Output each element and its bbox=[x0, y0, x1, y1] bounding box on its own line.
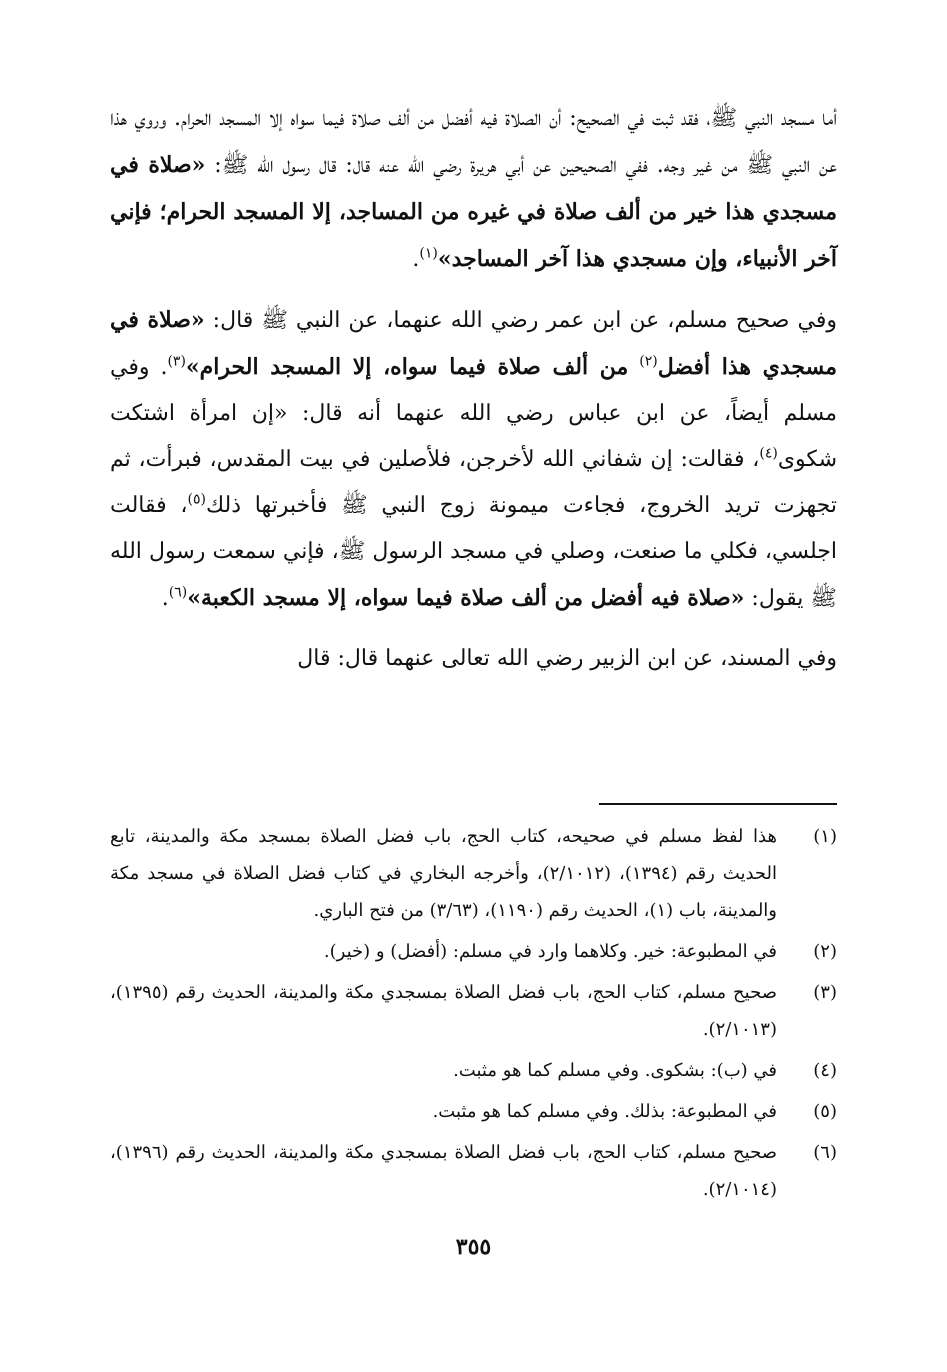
paragraph-2-story: ، فقالت: إن شفاني الله لأخرجن، فلأصلين في بيت المقدس، فبرأت، ثم تجهزت تريد الخروج، فجاءت ميمونة زوج النبي ﷺ فأخبرتها ذلك bbox=[110, 447, 838, 518]
footnote-text: في المطبوعة: خير. وكلاهما وارد في مسلم: (أفضل) و (خير). bbox=[323, 941, 777, 962]
footnote-marker-1: (١) bbox=[419, 245, 438, 262]
footnote-text: صحيح مسلم، كتاب الحج، باب فضل الصلاة بمسجدي مكة والمدينة، الحديث رقم (١٣٩٥)، (٢/١٠١٣). bbox=[110, 982, 777, 1040]
footnote-2 bbox=[110, 933, 837, 970]
footnote-number: (٢) bbox=[813, 941, 837, 962]
footnote-number: (٥) bbox=[813, 1101, 837, 1122]
footnote-3 bbox=[110, 974, 837, 1048]
paragraph-1-intro: أما مسجد النبي ﷺ، فقد ثبت في الصحيح: أن الصلاة فيه أفضل من ألف صلاة فيما سواه إلا المسجد الحرام. وروي هذا عن النبي ﷺ من غير وجه. ففي الصحيحين عن أبي هريرة رضي الله عنه قال: قال رسول الله ﷺ: bbox=[110, 106, 837, 178]
footnote-4 bbox=[110, 1052, 837, 1089]
footnote-marker-6: (٦) bbox=[168, 584, 188, 601]
hadith-quote-2b: من ألف صلاة فيما سواه، إلا المسجد الحرام» bbox=[185, 354, 629, 380]
footnote-number: (١) bbox=[813, 826, 837, 847]
hadith-quote-2a: «صلاة في مسجدي هذا أفضل bbox=[110, 307, 837, 380]
footnote-number: (٤) bbox=[813, 1060, 837, 1081]
paragraph-1 bbox=[110, 96, 837, 283]
paragraph-2 bbox=[110, 297, 837, 622]
footnote-text: هذا لفظ مسلم في صحيحه، كتاب الحج، باب فضل الصلاة بمسجد مكة والمدينة، تابع الحديث رقم (١٣٩٤)، (٢/١٠١٢)، وأخرجه البخاري في كتاب فضل الصلاة في مسجد مكة والمدينة، باب (١)، الحديث رقم (١١٩٠)، (٣/٦٣) من فتح الباري. bbox=[110, 826, 778, 921]
footnote-5 bbox=[110, 1093, 837, 1130]
footnotes bbox=[110, 818, 837, 1208]
paragraph-2-story-cont: ، فقالت اجلسي، فكلي ما صنعت، وصلي في مسجد الرسول ﷺ، فإني سمعت رسول الله ﷺ يقول: bbox=[110, 493, 837, 611]
footnote-marker-5: (٥) bbox=[187, 491, 206, 508]
footnote-text: في المطبوعة: بذلك. وفي مسلم كما هو مثبت. bbox=[432, 1101, 777, 1122]
footnote-separator bbox=[599, 803, 837, 805]
paragraph-2-intro: وفي صحيح مسلم، عن ابن عمر رضي الله عنهما، عن النبي ﷺ قال: bbox=[212, 308, 837, 333]
footnote-text: في (ب): بشكوى. وفي مسلم كما هو مثبت. bbox=[453, 1060, 777, 1081]
footnote-text: صحيح مسلم، كتاب الحج، باب فضل الصلاة بمسجدي مكة والمدينة، الحديث رقم (١٣٩٦)، (٢/١٠١٤). bbox=[110, 1142, 777, 1200]
paragraph-2-end: . bbox=[161, 586, 169, 611]
footnote-marker-4: (٤) bbox=[759, 445, 778, 462]
hadith-quote-1: «صلاة في مسجدي هذا خير من ألف صلاة في غيره من المساجد، إلا المسجد الحرام؛ فإني آخر الأنبياء، وإن مسجدي هذا آخر المساجد» bbox=[110, 152, 837, 272]
footnote-1 bbox=[110, 818, 837, 929]
paragraph-3: وفي المسند، عن ابن الزبير رضي الله تعالى عنهما قال: قال bbox=[297, 646, 837, 671]
paragraph-2-narration: . وفي مسلم أيضاً، عن ابن عباس رضي الله عنهما أنه قال: «إن امرأة اشتكت شكوى bbox=[110, 355, 837, 472]
footnote-6 bbox=[110, 1134, 837, 1208]
footnote-number: (٣) bbox=[813, 982, 837, 1003]
page-number: ٣٥٥ bbox=[455, 1234, 492, 1260]
footnote-marker-3: (٣) bbox=[167, 353, 186, 370]
footnote-number: (٦) bbox=[813, 1142, 837, 1163]
footnote-marker-2: (٢) bbox=[639, 353, 658, 370]
paragraph-1-end: . bbox=[412, 247, 420, 272]
hadith-quote-3: «صلاة فيه أفضل من ألف صلاة فيما سواه، إلا مسجد الكعبة» bbox=[187, 585, 745, 611]
